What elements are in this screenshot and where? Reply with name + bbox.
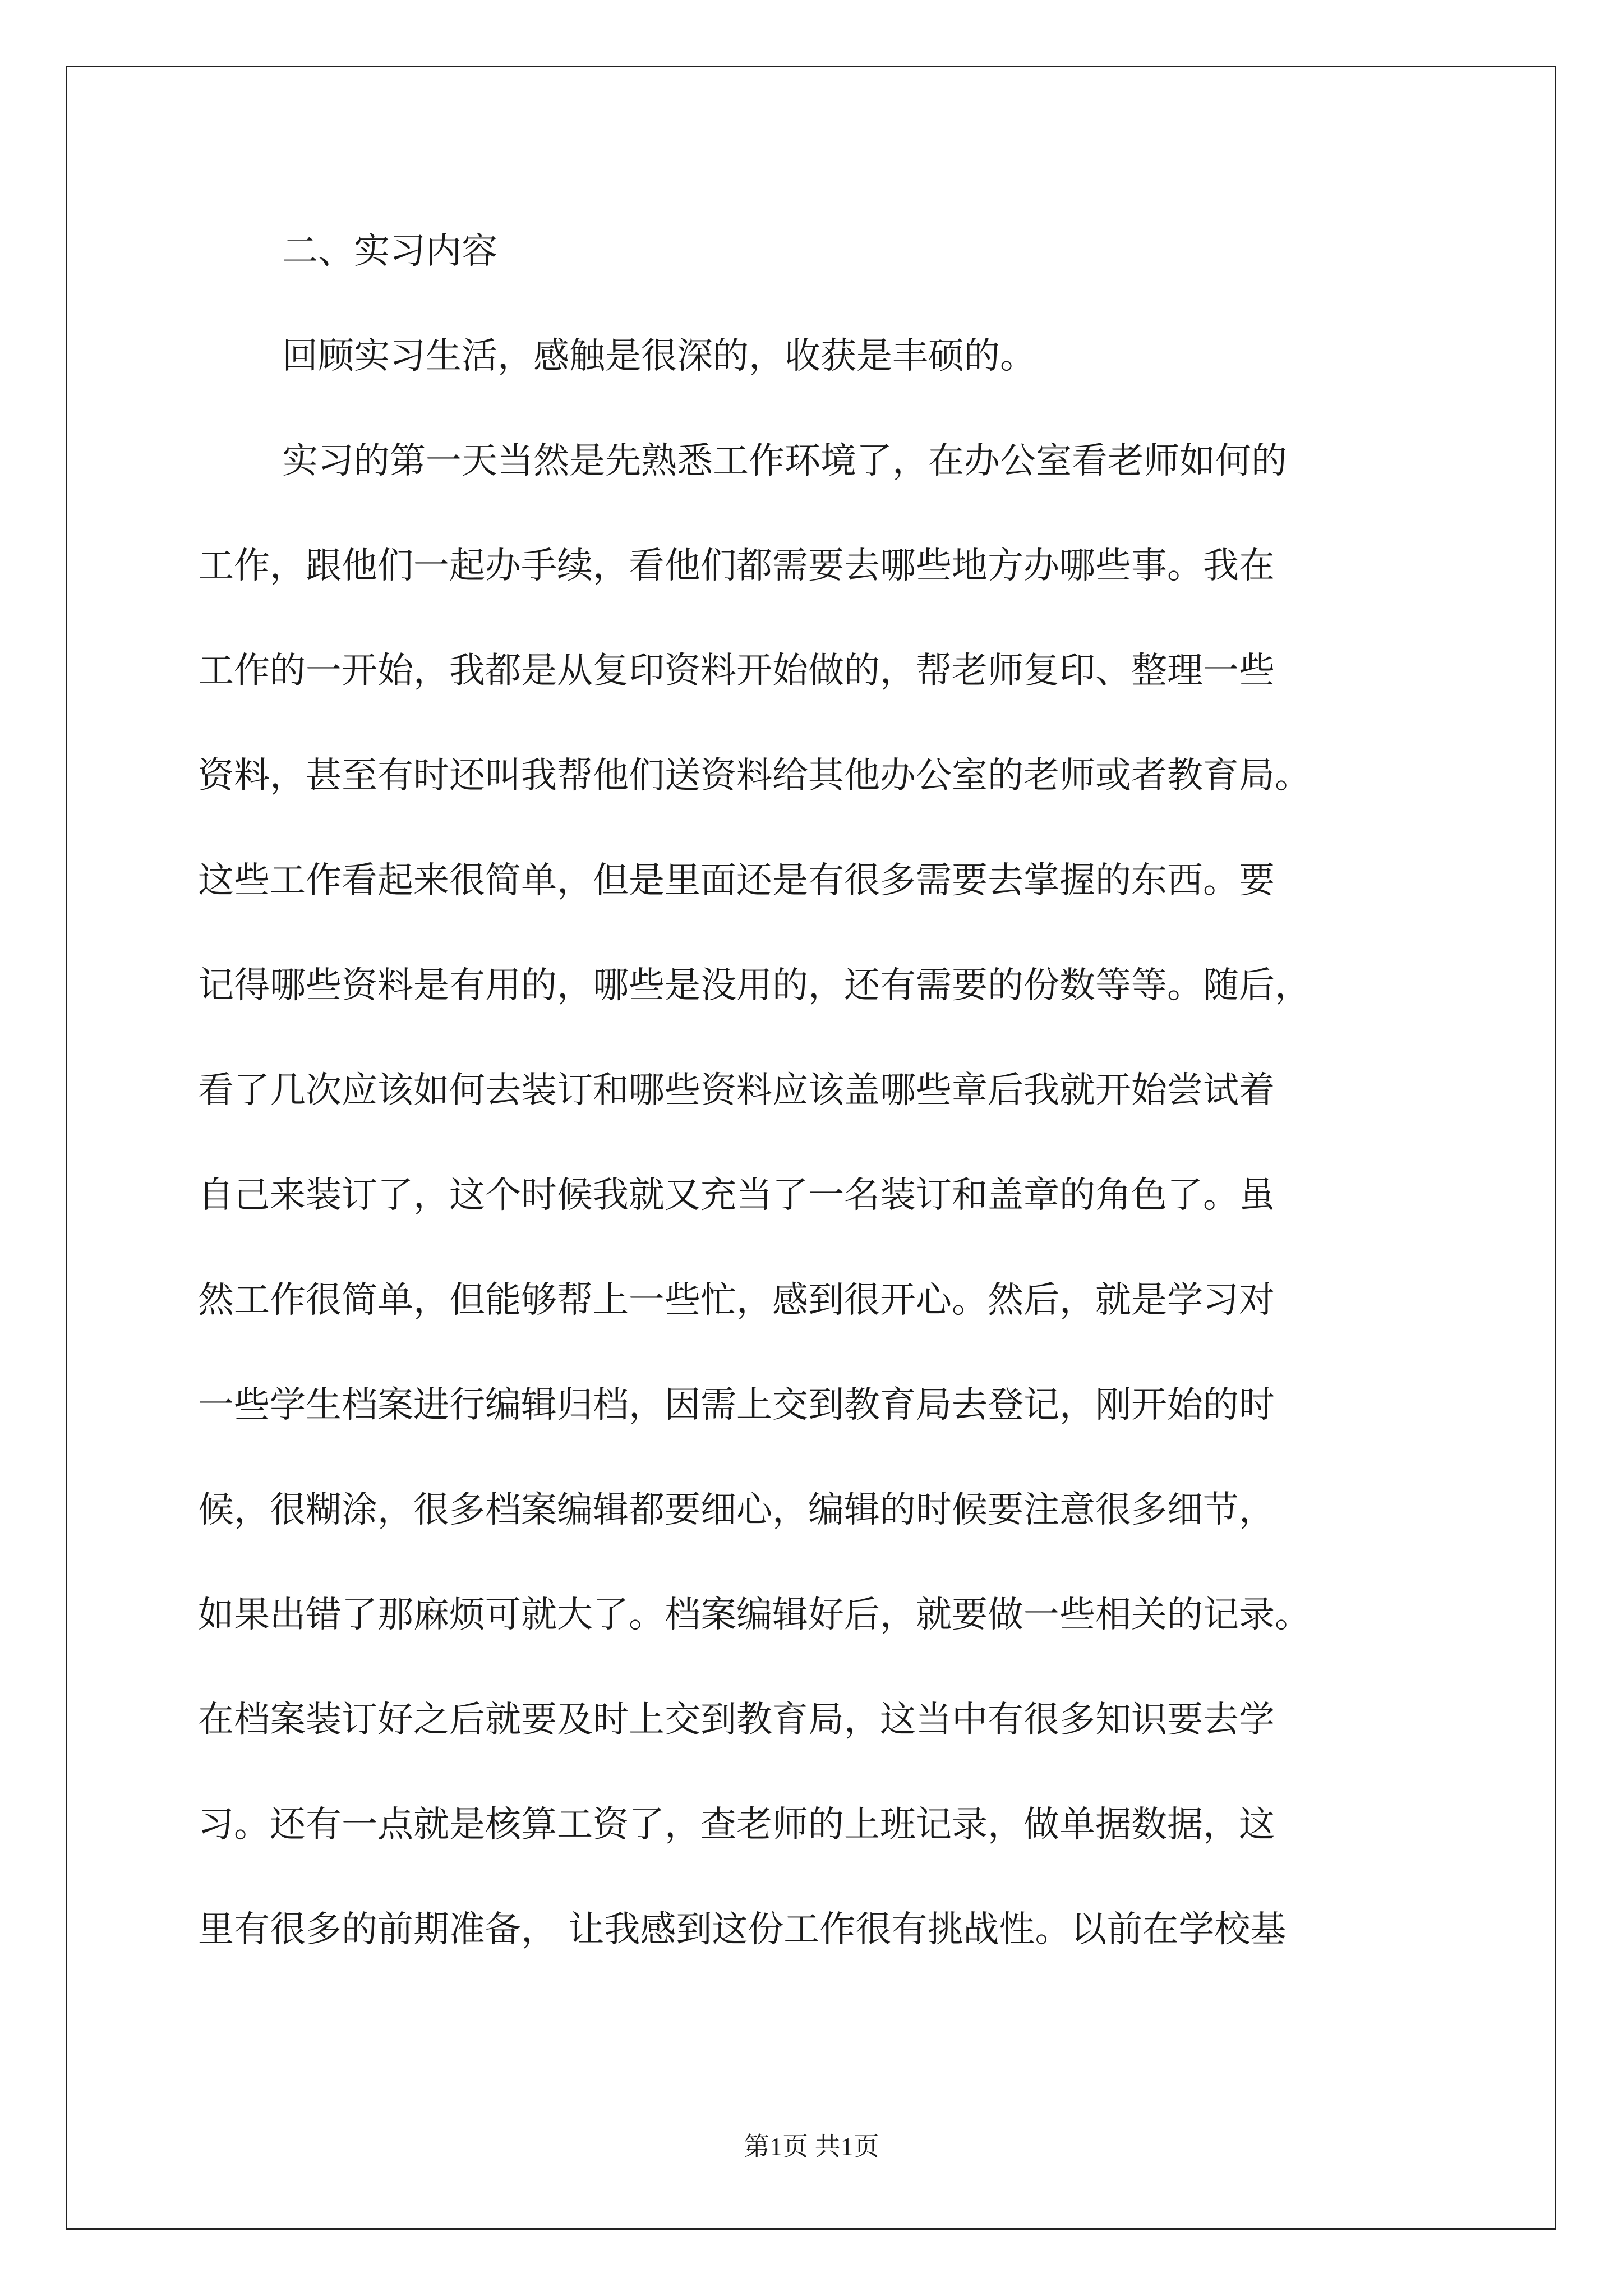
paragraph-line: 工作的一开始，我都是从复印资料开始做的，帮老师复印、整理一些 (198, 650, 1275, 692)
page-number-footer: 第1页 共1页 (744, 2132, 879, 2161)
paragraph-line: 一些学生档案进行编辑归档，因需上交到教育局去登记，刚开始的时 (198, 1384, 1275, 1426)
paragraph-line: 资料，甚至有时还叫我帮他们送资料给其他办公室的老师或者教育局。 (198, 755, 1311, 797)
paragraph-line: 里有很多的前期准备， 让我感到这份工作很有挑战性。以前在学校基 (198, 1909, 1287, 1950)
paragraph-line: 然工作很简单，但能够帮上一些忙，感到很开心。然后，就是学习对 (198, 1280, 1275, 1321)
paragraph-line: 这些工作看起来很简单，但是里面还是有很多需要去掌握的东西。要 (198, 860, 1275, 901)
paragraph-line: 候，很糊涂，很多档案编辑都要细心，编辑的时候要注意很多细节， (198, 1489, 1275, 1531)
paragraph-line: 回顾实习生活，感触是很深的，收获是丰硕的。 (282, 335, 1036, 377)
paragraph-line: 看了几次应该如何去装订和哪些资料应该盖哪些章后我就开始尝试着 (198, 1070, 1275, 1111)
paragraph-line: 如果出错了那麻烦可就大了。档案编辑好后，就要做一些相关的记录。 (198, 1594, 1311, 1636)
page-border (66, 66, 1556, 2230)
paragraph-line: 自己来装订了，这个时候我就又充当了一名装订和盖章的角色了。虽 (198, 1175, 1275, 1216)
paragraph-line: 工作，跟他们一起办手续，看他们都需要去哪些地方办哪些事。我在 (198, 545, 1275, 587)
paragraph-line: 习。还有一点就是核算工资了，查老师的上班记录，做单据数据，这 (198, 1804, 1275, 1846)
paragraph-line: 记得哪些资料是有用的，哪些是没用的，还有需要的份数等等。随后， (198, 965, 1311, 1006)
section-heading: 二、实习内容 (282, 231, 497, 272)
paragraph-line: 在档案装订好之后就要及时上交到教育局，这当中有很多知识要去学 (198, 1699, 1275, 1741)
paragraph-line: 实习的第一天当然是先熟悉工作环境了，在办公室看老师如何的 (282, 440, 1287, 482)
